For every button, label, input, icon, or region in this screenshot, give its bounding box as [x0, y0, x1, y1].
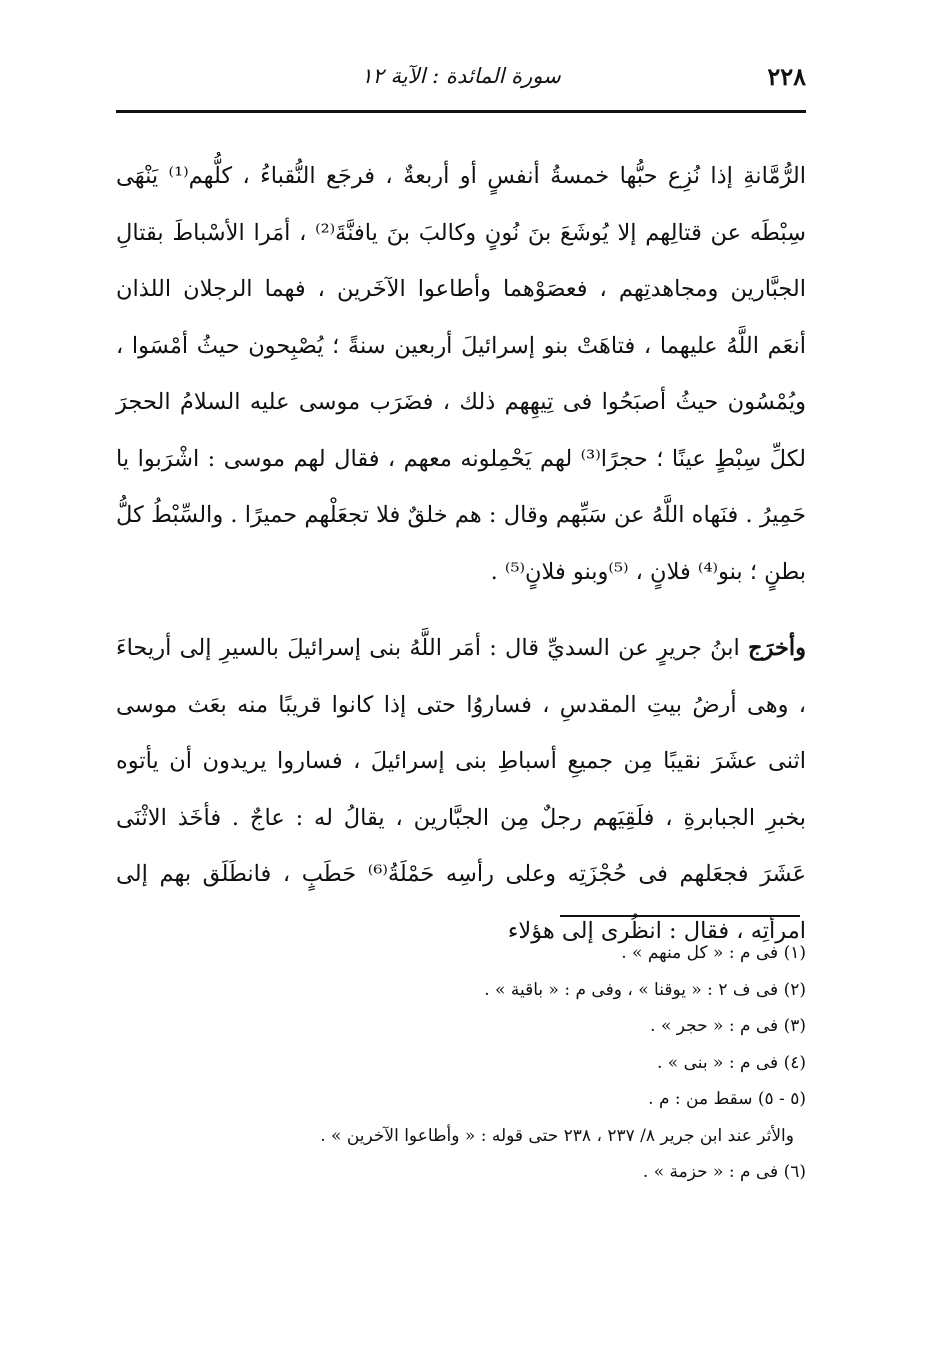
- paragraph-1: الرُّمَّانةِ إذا نُزِع حبُّها خمسةُ أنفسٍ أو أربعةٌ ، فرجَع النُّقباءُ ، كلُّهم⁽¹⁾ يَنْهَى سِبْطَه عن قتالِهم إلا يُوشَعَ بنَ نُونٍ وكالبَ بنَ يافنَّةَ⁽²⁾ ، أمَرا الأسْباطَ بقتالِ الجبَّارين ومجاهدتِهم ، فعصَوْهما وأطاعوا الآخَرين ، فهما الرجلان اللذان أنعَم اللَّهُ عليهما ، فتاهَتْ بنو إسرائيلَ أربعين سنةً ؛ يُصْبِحون حيثُ أمْسَوا ، ويُمْسُون حيثُ أصبَحُوا فى تِيهِهم ذلك ، فضَرَب موسى عليه السلامُ الحجرَ لكلِّ سِبْطٍ عينًا ؛ حجرًا⁽³⁾ لهم يَحْمِلونه معهم ، فقال لهم موسى : اشْرَبوا يا حَمِيرُ . فنَهاه اللَّهُ عن سَبِّهم وقال : هم خلقٌ فلا تجعَلْهم حميرًا . والسِّبْطُ كلُّ بطنٍ ؛ بنو⁽⁴⁾ فلانٍ ، ⁽⁵⁾وبنو فلانٍ⁽⁵⁾ .: [116, 163, 806, 585]
- footnote-6: (٦) فى م : « حزمة » .: [642, 1162, 806, 1182]
- footnote-2: (٢) فى ف ٢ : « يوقنا » ، وفى م : « باقية » .: [484, 979, 806, 1000]
- footnote-3: (٣) فى م : « حجر » .: [650, 1016, 806, 1036]
- paragraph-2-lead-word: وأخرَج: [748, 635, 806, 661]
- footnote-1: (١) فى م : « كل منهم » .: [621, 943, 806, 963]
- page-header: [116, 58, 806, 98]
- footnote-4: (٤) فى م : « بنى » .: [656, 1052, 806, 1073]
- footnote-5: (٥ - ٥) سقط من : م .: [648, 1089, 806, 1109]
- footnote-rule: [560, 915, 800, 917]
- paragraph-2-text: ابنُ جريرٍ عن السديِّ قال : أمَر اللَّهُ بنى إسرائيلَ بالسيرِ إلى أريحاءَ ، وهى أرضُ بيتِ المقدسِ ، فساروُا حتى إذا كانوا قريبًا منه بعَث موسى اثنى عشَرَ نقيبًا مِن جميعِ أسباطِ بنى إسرائيلَ ، فساروا يريدون أن يأتوه بخبرِ الجبابرةِ ، فلَقِيَهم رجلٌ مِن الجبَّارين ، يقالُ له : عاجٌ . فأخَذ الاثْنَى عَشَرَ فجعَلهم فى حُجْزَتِه وعلى رأسِه حَمْلَةُ⁽⁶⁾ حَطَبٍ ، فانطَلَق بهم إلى امرأتِه ، فقال : انظُرى إلى هؤلاء: [116, 635, 806, 944]
- header-rule: [116, 110, 806, 113]
- paragraph-2: [116, 620, 806, 959]
- running-title: سورة المائدة : الآية ١٢: [361, 64, 561, 88]
- main-text: [116, 148, 806, 959]
- footnotes: [116, 935, 806, 1191]
- page-number: ٢٢٨: [767, 62, 806, 91]
- footnote-5-note: والأثر عند ابن جرير ٨/ ٢٣٧ ، ٢٣٨ حتى قوله : « وأطاعوا الآخرين » .: [320, 1125, 794, 1146]
